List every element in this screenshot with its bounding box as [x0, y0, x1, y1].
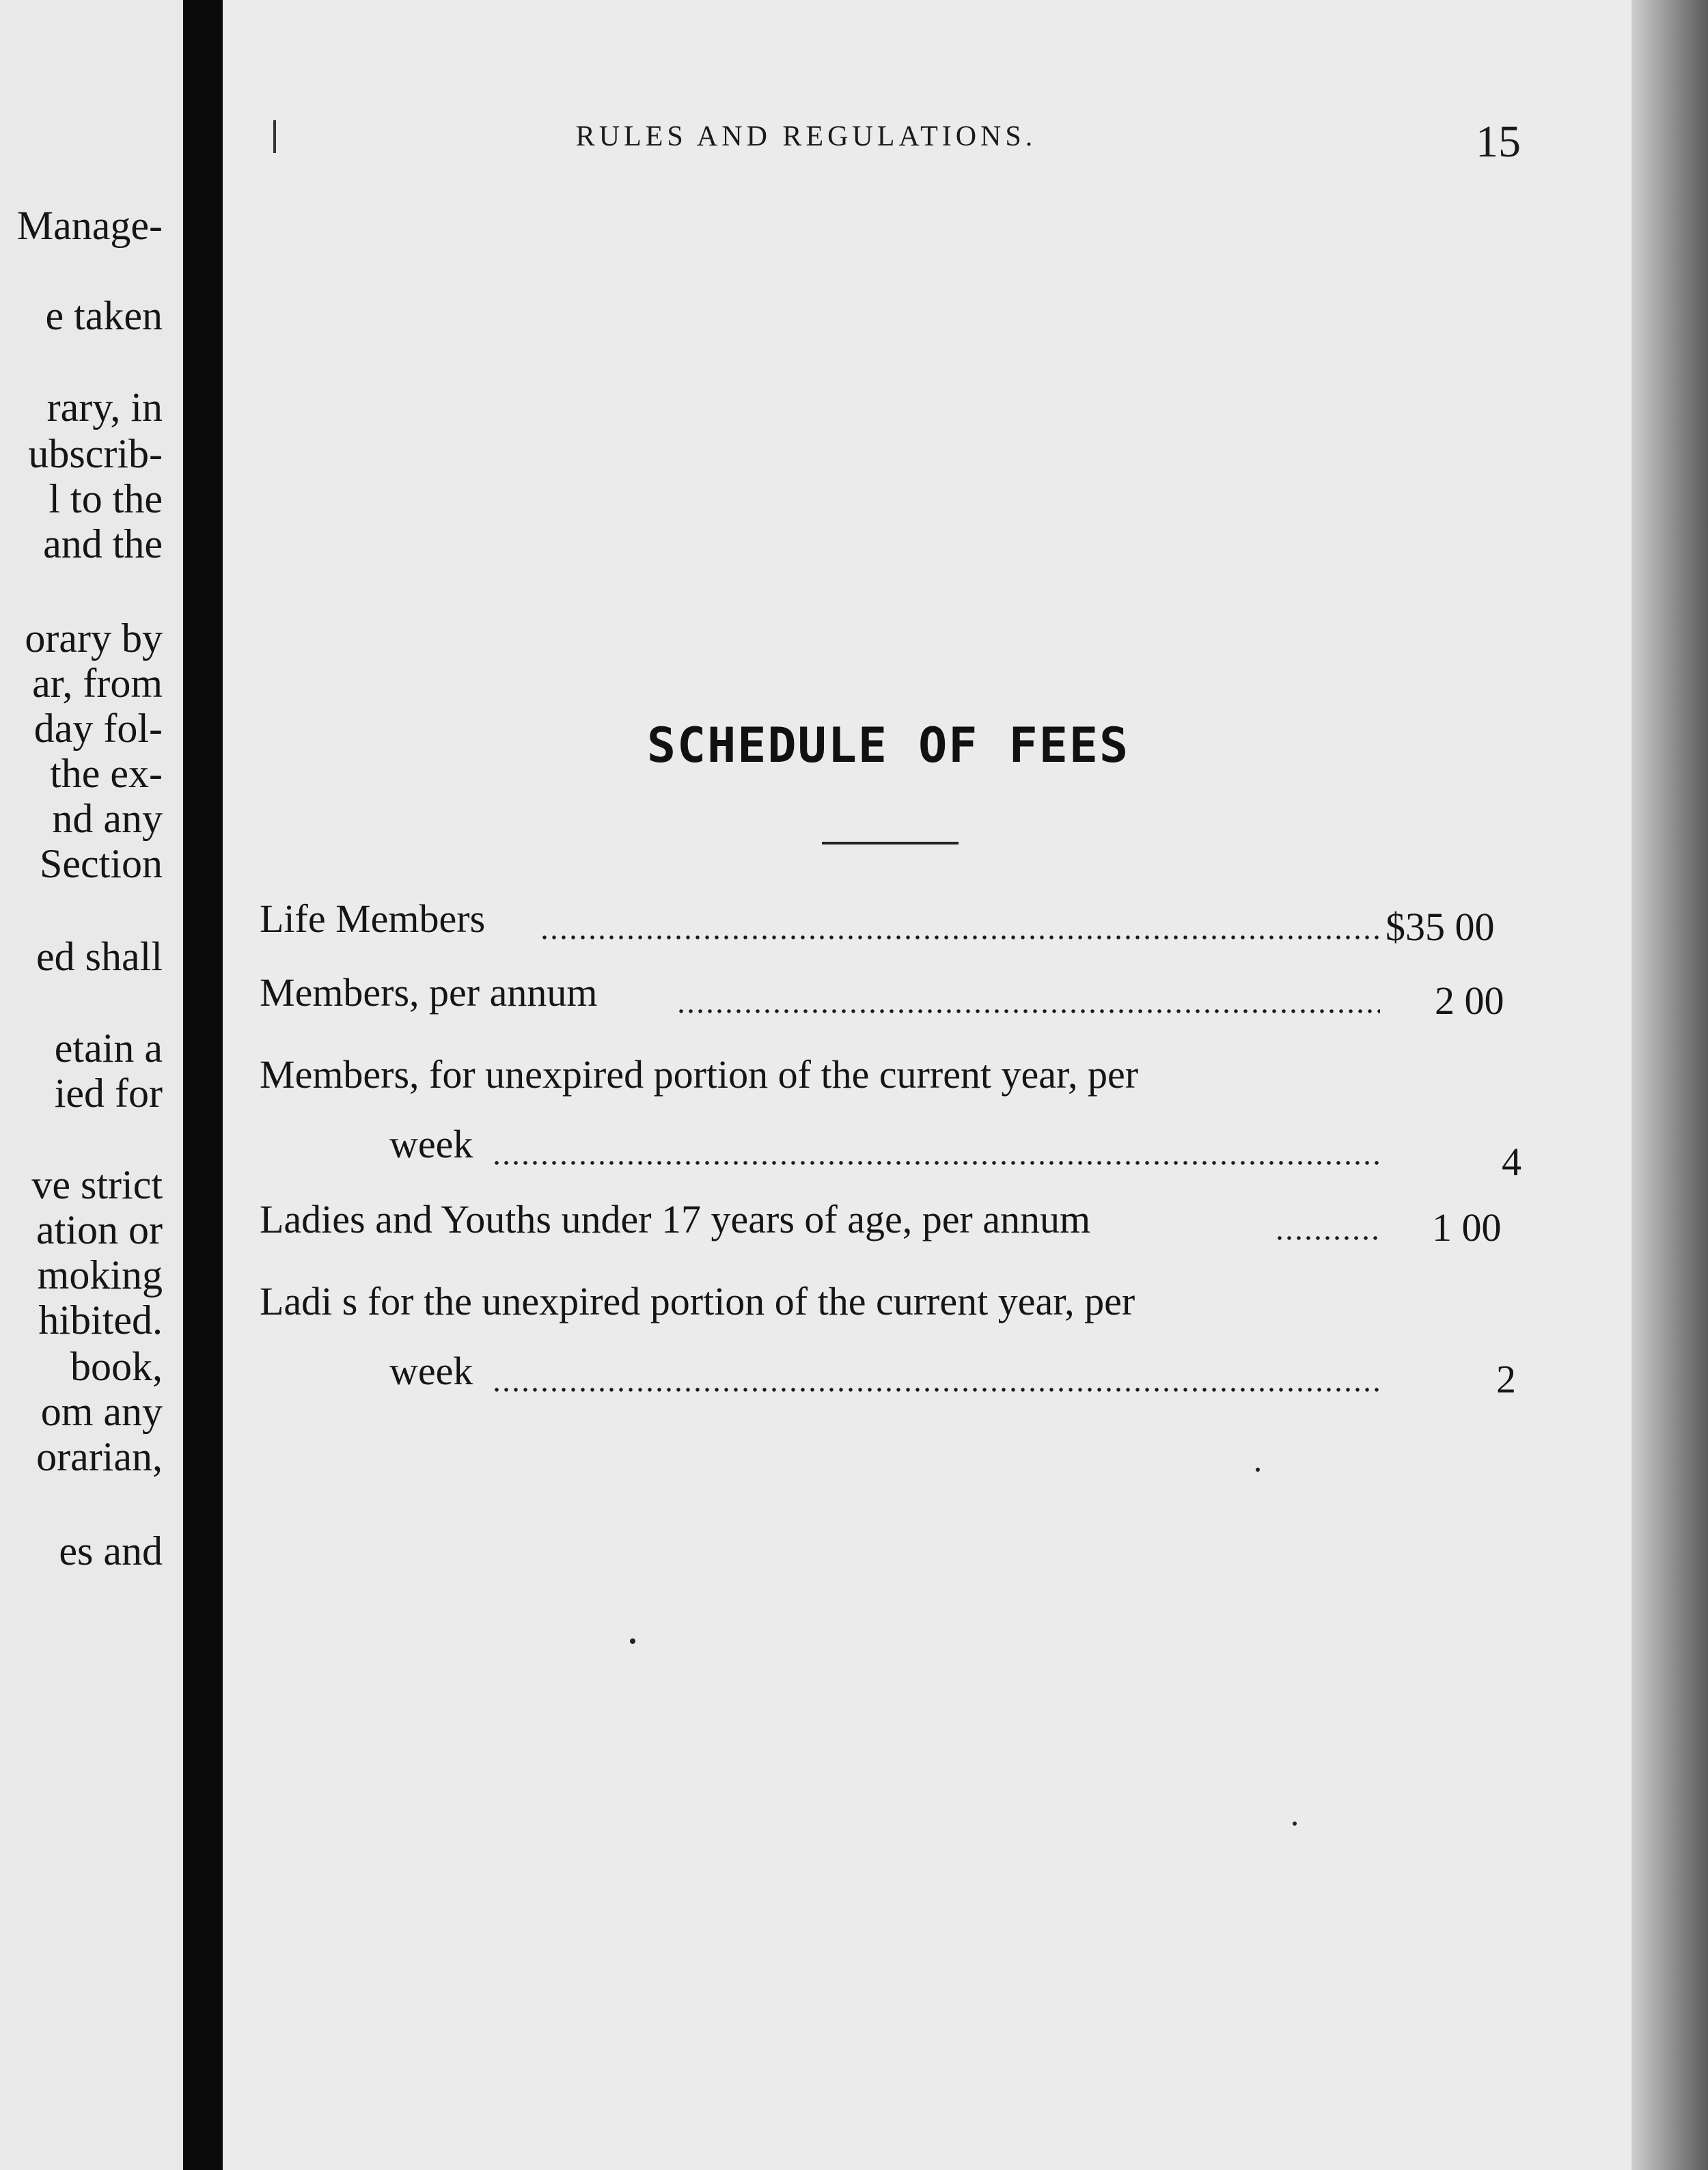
- previous-page-line: the ex-: [50, 751, 163, 796]
- previous-page-line: ar, from: [32, 661, 163, 706]
- paper-speck: [1256, 1468, 1260, 1472]
- previous-page-line: hibited.: [38, 1297, 163, 1343]
- previous-page-line: ied for: [54, 1071, 163, 1116]
- previous-page-line: day fol-: [33, 706, 163, 751]
- dot-leader: [676, 1008, 1380, 1014]
- previous-page-line: Manage-: [16, 203, 163, 248]
- fee-amount: 2 00: [1435, 978, 1504, 1023]
- page-number: 15: [1476, 117, 1521, 167]
- previous-page-line: e taken: [45, 293, 163, 338]
- fee-entry-label: Members, for unexpired portion of the current year, per: [260, 1052, 1139, 1097]
- previous-page-line: ubscrib-: [28, 431, 163, 476]
- page-edge-shadow: [1631, 0, 1708, 2170]
- fee-amount: $35 00: [1386, 905, 1495, 949]
- dot-leader: [492, 1387, 1380, 1392]
- fee-entry-label: Ladies and Youths under 17 years of age, per annum: [260, 1197, 1091, 1241]
- fee-entry-label: Members, per annum: [260, 970, 598, 1015]
- previous-page-line: orary by: [25, 616, 163, 661]
- previous-page-line: ation or: [36, 1207, 163, 1252]
- previous-page-line: rary, in: [46, 385, 163, 430]
- previous-page-line: orarian,: [36, 1434, 163, 1479]
- title-rule: [822, 842, 959, 844]
- fee-amount: 2: [1496, 1357, 1516, 1401]
- previous-page-line: and the: [43, 521, 163, 566]
- previous-page-line: ve strict: [31, 1162, 163, 1207]
- book-gutter: [183, 0, 223, 2170]
- previous-page-line: book,: [70, 1344, 163, 1389]
- fee-amount: 1 00: [1432, 1205, 1502, 1250]
- fee-entry-continuation: week: [389, 1349, 473, 1393]
- dot-leader: [492, 1160, 1380, 1166]
- dot-leader: [540, 935, 1380, 940]
- fee-amount: 4: [1502, 1140, 1521, 1184]
- schedule-title: SCHEDULE OF FEES: [646, 717, 1130, 773]
- head-mark: [273, 120, 276, 153]
- running-head: RULES AND REGULATIONS.: [575, 121, 1037, 152]
- previous-page-line: ed shall: [36, 934, 163, 979]
- fee-entry-label: Life Members: [260, 896, 486, 941]
- previous-page-edge: [0, 0, 183, 2170]
- previous-page-line: nd any: [52, 796, 163, 841]
- fee-entry-continuation: week: [389, 1122, 473, 1166]
- paper-speck: [630, 1638, 635, 1644]
- previous-page-line: Section: [40, 841, 163, 886]
- previous-page-line: etain a: [54, 1026, 163, 1071]
- previous-page-line: es and: [59, 1528, 163, 1574]
- previous-page-line: om any: [40, 1389, 163, 1434]
- previous-page-line: moking: [37, 1252, 163, 1297]
- fee-entry-label: Ladi s for the unexpired portion of the current year, per: [260, 1279, 1135, 1323]
- paper-speck: [1293, 1822, 1297, 1826]
- previous-page-line: l to the: [49, 476, 163, 521]
- dot-leader: [1275, 1235, 1380, 1241]
